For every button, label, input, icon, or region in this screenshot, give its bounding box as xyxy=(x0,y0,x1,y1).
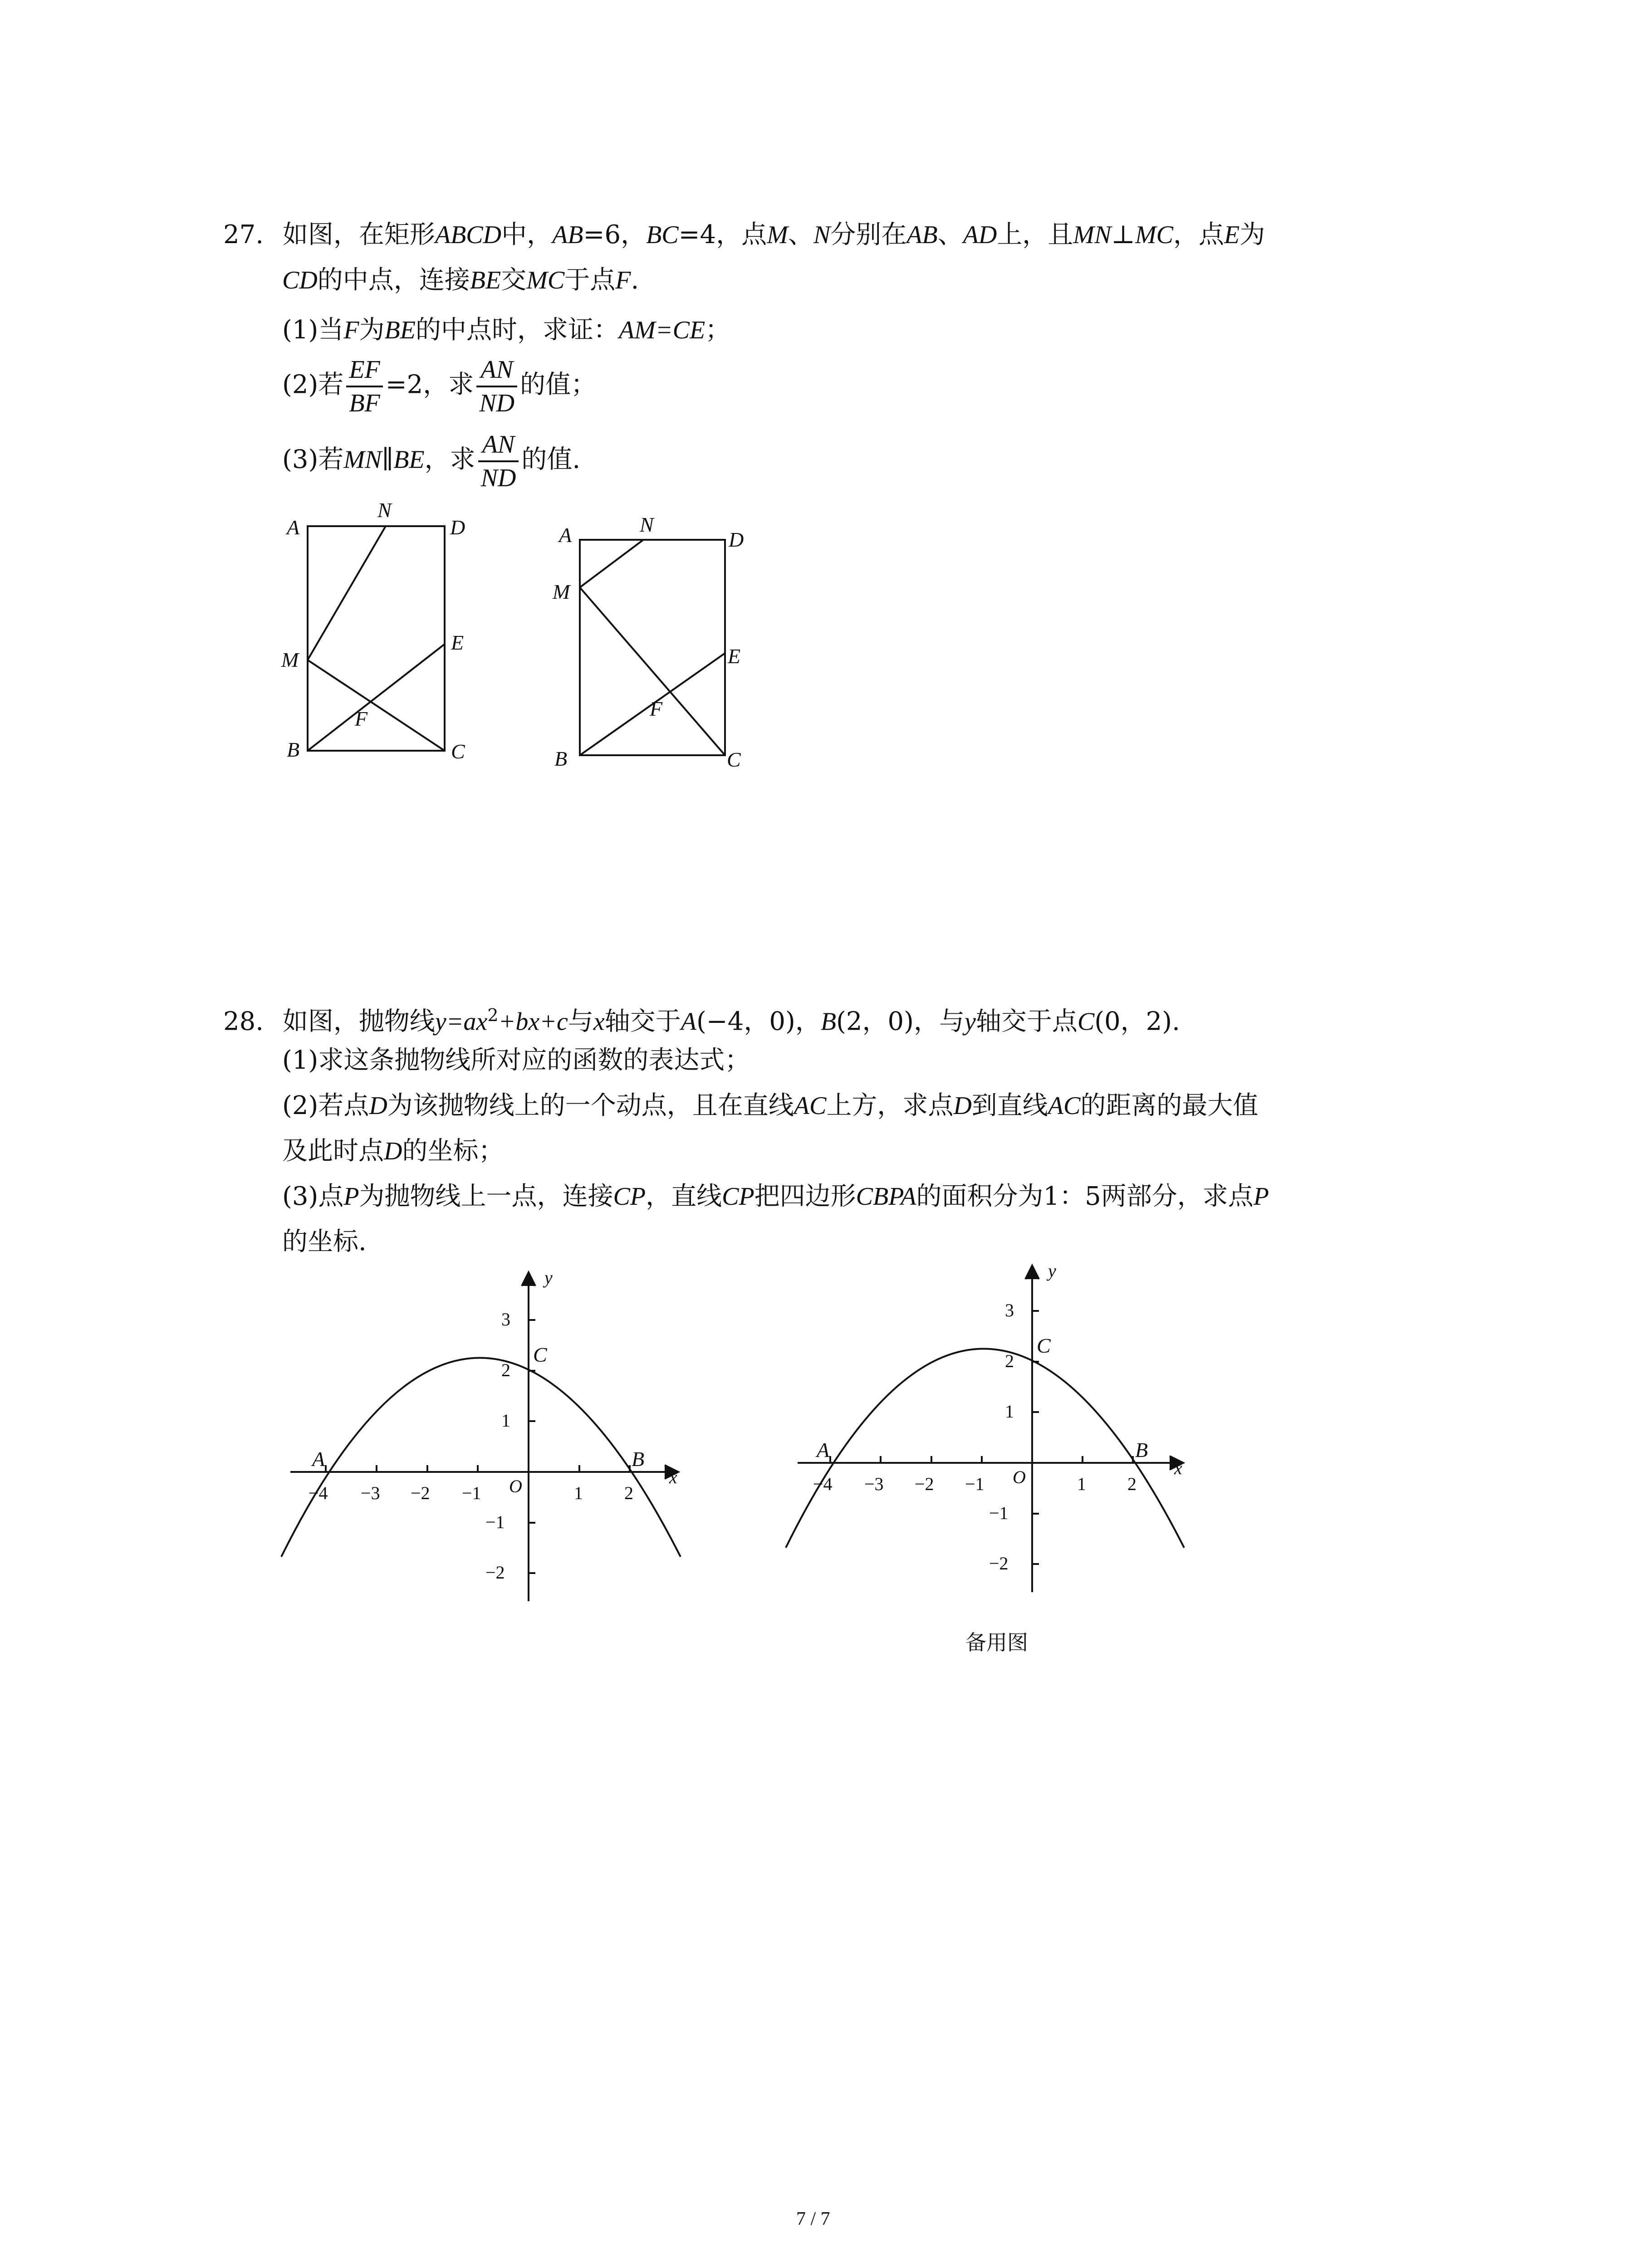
label-b: B xyxy=(287,738,300,761)
q28-part2-line2: 及此时点D的坐标； xyxy=(282,1136,504,1166)
y-tick-label-2: 2 xyxy=(501,1360,510,1380)
y-axis-label: y xyxy=(544,1267,553,1288)
segment-be xyxy=(308,644,445,751)
point-a-label: A xyxy=(312,1447,325,1471)
segment-mn xyxy=(308,526,386,660)
y-tick-label-3: 3 xyxy=(501,1309,510,1330)
q28-part3-line1: (3)点P为抛物线上一点，连接CP，直线CP把四边形CBPA的面积分为1：5两部分，求点P xyxy=(282,1182,1269,1211)
y-tick-label-2-2: 2 xyxy=(1005,1351,1014,1371)
label-n-2: N xyxy=(640,513,654,536)
y-tick-label-3-2: 3 xyxy=(1005,1300,1014,1320)
point-c-label: C xyxy=(533,1343,547,1366)
label-m: M xyxy=(281,648,299,671)
y-tick-label-neg2-2: −2 xyxy=(989,1553,1009,1574)
label-a-2: A xyxy=(559,523,572,547)
y-axis-arrow xyxy=(522,1272,535,1286)
y-tick-label-neg1: −1 xyxy=(485,1512,505,1532)
q28-graph-main xyxy=(254,1252,708,1615)
q28-part2-line1: (2)若点D为该抛物线上的一个动点，且在直线AC上方，求点D到直线AC的距离的最大值 xyxy=(282,1091,1259,1120)
label-f-2: F xyxy=(650,697,663,720)
q27-figure-right xyxy=(544,503,771,776)
label-d: D xyxy=(450,516,465,539)
label-e-2: E xyxy=(728,645,741,668)
x-tick-label-neg4: −4 xyxy=(309,1483,328,1503)
q27-stem-line2: CD的中点，连接BE交MC于点F. xyxy=(282,265,639,295)
label-b-2: B xyxy=(554,747,568,770)
x-axis-label: x xyxy=(669,1467,677,1487)
rectangle-abcd xyxy=(308,526,445,751)
q27-stem-line1: 27. 如图，在矩形ABCD中，AB=6，BC=4，点M、N分别在AB、AD上，且MN⊥MC，点E为 xyxy=(223,220,1265,249)
segment-mc xyxy=(308,660,445,751)
fraction-an-nd-2: $\frac{AN}{ND}$ xyxy=(478,429,519,494)
origin-label-2: O xyxy=(1013,1467,1026,1487)
label-c-2: C xyxy=(727,748,741,771)
point-b-label-2: B xyxy=(1135,1438,1148,1461)
point-b-label: B xyxy=(632,1447,645,1471)
segment-mn-2 xyxy=(580,540,643,587)
x-tick-label-neg1-2: −1 xyxy=(965,1474,985,1494)
y-tick-label-neg1-2: −1 xyxy=(989,1503,1009,1523)
x-ticks xyxy=(326,1465,630,1472)
parabola-curve-2 xyxy=(786,1349,1184,1548)
y-tick-label-neg2: −2 xyxy=(485,1562,505,1583)
q28-part3-line2: 的坐标. xyxy=(282,1227,367,1256)
label-c: C xyxy=(451,740,465,763)
x-tick-label-neg2-2: −2 xyxy=(915,1474,934,1494)
page-number: 7 / 7 xyxy=(796,2209,830,2229)
segment-mc-2 xyxy=(580,587,725,755)
q27-figure-left xyxy=(272,499,508,771)
x-ticks-2 xyxy=(830,1456,1133,1463)
x-tick-label-neg4-2: −4 xyxy=(813,1474,833,1494)
x-tick-label-neg2: −2 xyxy=(411,1483,430,1503)
fraction-an-nd: $\frac{AN}{ND}$ xyxy=(476,354,517,419)
x-tick-label-neg1: −1 xyxy=(462,1483,481,1503)
x-axis-label-2: x xyxy=(1174,1458,1182,1478)
y-axis-arrow-2 xyxy=(1025,1266,1039,1279)
x-tick-label-1-2: 1 xyxy=(1077,1474,1086,1494)
x-tick-label-neg3-2: −3 xyxy=(864,1474,884,1494)
x-tick-label-1: 1 xyxy=(574,1483,583,1503)
y-tick-label-1: 1 xyxy=(501,1410,510,1431)
parabola-curve xyxy=(281,1358,681,1557)
q27-part2: (2)若 $\frac{EF}{BF}$ =2，求 $\frac{AN}{ND}$ 的值； xyxy=(282,354,596,419)
label-n: N xyxy=(377,499,392,522)
point-a-label-2: A xyxy=(817,1438,830,1461)
label-f: F xyxy=(355,707,368,730)
label-d-2: D xyxy=(729,528,744,551)
q27-number: 27. xyxy=(223,220,264,249)
label-e: E xyxy=(451,631,464,654)
label-m-2: M xyxy=(553,580,570,603)
fraction-ef-bf: $\frac{EF}{BF}$ xyxy=(346,354,382,419)
point-c-label-2: C xyxy=(1037,1334,1051,1357)
x-tick-label-2-2: 2 xyxy=(1127,1474,1136,1494)
q27-part1: (1)当F为BE的中点时，求证：AM=CE； xyxy=(282,315,731,345)
y-axis-label-2: y xyxy=(1048,1261,1056,1281)
q28-graph-backup xyxy=(762,1245,1216,1608)
x-tick-label-2: 2 xyxy=(624,1483,633,1503)
origin-label: O xyxy=(509,1476,522,1496)
backup-figure-caption: 备用图 xyxy=(965,1630,1028,1655)
q28-number: 28. xyxy=(223,1007,264,1036)
q28-part1: (1)求这条抛物线所对应的函数的表达式； xyxy=(282,1046,750,1075)
q28-stem: 28. 如图，抛物线$y=ax^2+bx+c$与x轴交于A(−4，0)，B(2，0)，与y轴交于点C(0，2). xyxy=(223,1005,1180,1036)
y-tick-label-1-2: 1 xyxy=(1005,1401,1014,1422)
label-a: A xyxy=(287,516,300,539)
x-tick-label-neg3: −3 xyxy=(361,1483,380,1503)
q27-part3: (3)若MN∥BE，求 $\frac{AN}{ND}$ 的值. xyxy=(282,429,580,494)
